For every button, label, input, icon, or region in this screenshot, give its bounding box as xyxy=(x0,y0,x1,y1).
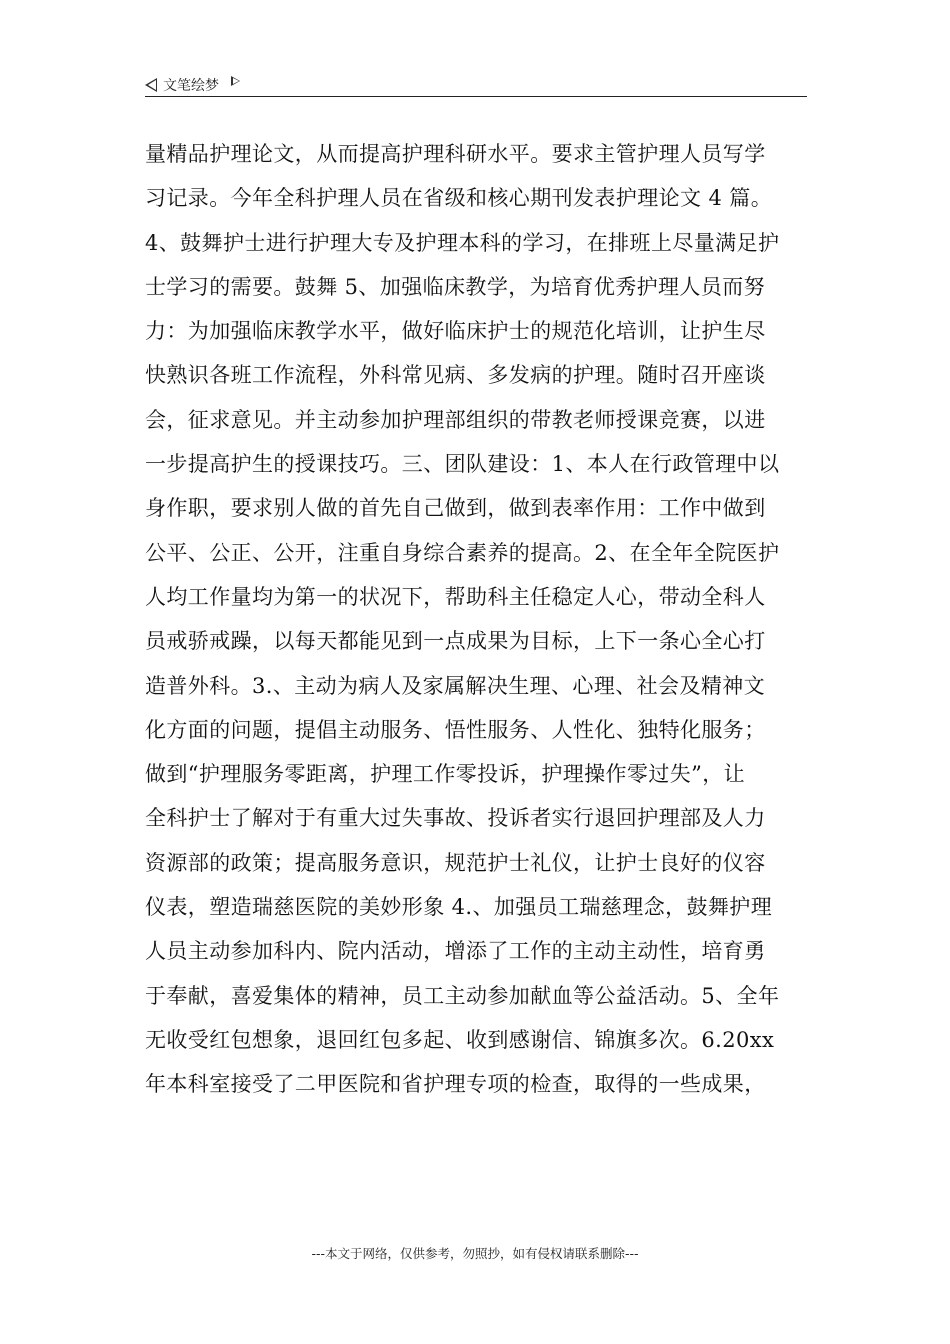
body-line: 量精品护理论文，从而提高护理科研水平。要求主管护理人员写学 xyxy=(145,142,766,166)
page-footer: ---本文于网络，仅供参考，勿照抄，如有侵权请联系删除--- xyxy=(311,1246,639,1261)
body-line: 员戒骄戒躁，以每天都能见到一点成果为目标，上下一条心全心打 xyxy=(145,629,766,654)
body-line: 化方面的问题，提倡主动服务、悟性服务、人性化、独特化服务； xyxy=(145,717,766,742)
body-line: 公平、公正、公开，注重自身综合素养的提高。2、在全年全院医护 xyxy=(145,540,780,565)
body-line: 会，征求意见。并主动参加护理部组织的带教老师授课竞赛，以进 xyxy=(145,407,766,432)
page-header xyxy=(145,74,807,97)
body-line: 做到“护理服务零距离，护理工作零投诉，护理操作零过失”，让 xyxy=(145,762,746,787)
body-line: 资源部的政策；提高服务意识，规范护士礼仪，让护士良好的仪容 xyxy=(145,850,766,875)
body-line: 身作职，要求别人做的首先自己做到，做到表率作用：工作中做到 xyxy=(145,496,766,521)
body-line: 人员主动参加科内、院内活动，增添了工作的主动主动性，培育勇 xyxy=(145,939,766,964)
body-line: 人均工作量均为第一的状况下，帮助科主任稳定人心，带动全科人 xyxy=(145,584,766,609)
body-line: 士学习的需要。鼓舞 5、加强临床教学，为培育优秀护理人员而努 xyxy=(145,274,766,299)
body-line: 年本科室接受了二甲医院和省护理专项的检查，取得的一些成果， xyxy=(145,1072,766,1097)
body-line: 仪表，塑造瑞慈医院的美妙形象 4.、加强员工瑞慈理念，鼓舞护理 xyxy=(145,895,773,920)
body-line: 力：为加强临床教学水平，做好临床护士的规范化培训，让护生尽 xyxy=(145,319,766,344)
document-body xyxy=(145,132,810,1107)
header-title: 文笔绘梦 xyxy=(163,78,219,94)
body-line: 全科护士了解对于有重大过失事故、投诉者实行退回护理部及人力 xyxy=(145,806,766,831)
body-line: 4、鼓舞护士进行护理大专及护理本科的学习，在排班上尽量满足护 xyxy=(145,230,780,255)
body-line: 造普外科。3.、主动为病人及家属解决生理、心理、社会及精神文 xyxy=(145,673,766,698)
triangle-right-icon xyxy=(231,76,240,86)
body-line: 习记录。今年全科护理人员在省级和核心期刊发表护理论文 4 篇。 xyxy=(145,186,773,211)
body-line: 一步提高护生的授课技巧。三、团队建设：1、本人在行政管理中以 xyxy=(145,452,780,477)
triangle-left-icon xyxy=(145,78,157,92)
body-line: 无收受红包想象，退回红包多起、收到感谢信、锦旗多次。6.20xx xyxy=(145,1027,775,1052)
body-line: 快熟识各班工作流程，外科常见病、多发病的护理。随时召开座谈 xyxy=(145,363,766,388)
body-line: 于奉献，喜爱集体的精神，员工主动参加献血等公益活动。5、全年 xyxy=(145,983,780,1008)
